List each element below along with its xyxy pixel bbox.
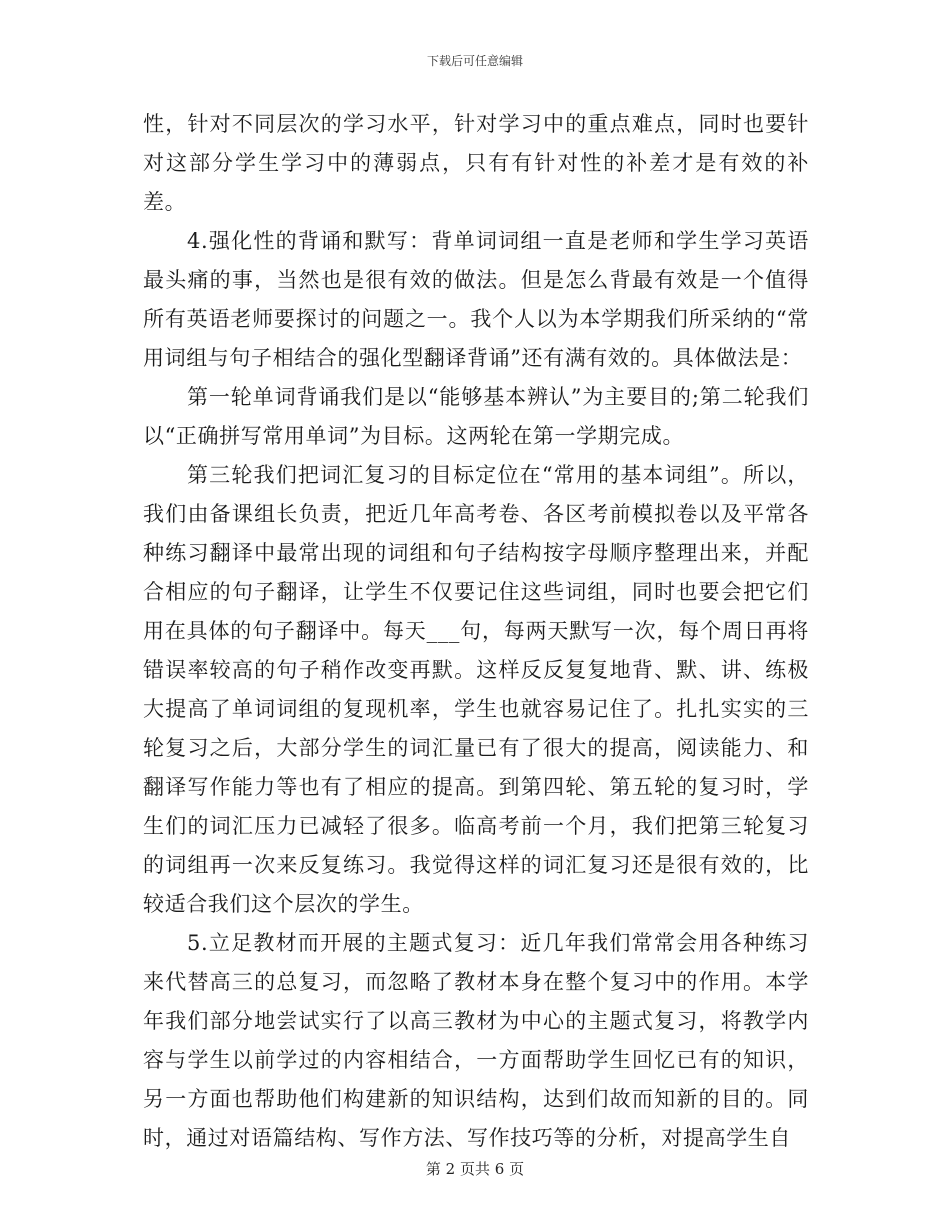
- page-header: 下载后可任意编辑: [426, 54, 523, 68]
- document-body: [143, 105, 809, 1158]
- paragraph-3: 第一轮单词背诵我们是以“能够基本辨认”为主要目的;第二轮我们以“正确拼写常用单词”为目标。这两轮在第一学期完成。: [143, 385, 809, 448]
- paragraph-2: 4.强化性的背诵和默写：背单词词组一直是老师和学生学习英语最头痛的事，当然也是很有效的做法。但是怎么背最有效是一个值得所有英语老师要探讨的问题之一。我个人以为本学期我们所采纳的“常用词组与句子相结合的强化型翻译背诵”还有满有效的。具体做法是：: [143, 229, 809, 370]
- paragraph-1: 性，针对不同层次的学习水平，针对学习中的重点难点，同时也要针对这部分学生学习中的薄弱点，只有有针对性的补差才是有效的补差。: [143, 112, 809, 214]
- page-footer: 第 2 页共 6 页: [425, 1160, 525, 1178]
- paragraph-5: 5.立足教材而开展的主题式复习：近几年我们常常会用各种练习来代替高三的总复习，而忽略了教材本身在整个复习中的作用。本学年我们部分地尝试实行了以高三教材为中心的主题式复习，将教学内容与学生以前学过的内容相结合，一方面帮助学生回忆已有的知识，另一方面也帮助他们构建新的知识结构，达到们故而知新的目的。同时，通过对语篇结构、写作方法、写作技巧等的分析，对提高学生自: [143, 931, 809, 1150]
- paragraph-4: 第三轮我们把词汇复习的目标定位在“常用的基本词组”。所以，我们由备课组长负责，把近几年高考卷、各区考前模拟卷以及平常各种练习翻译中最常出现的词组和句子结构按字母顺序整理出来，并配合相应的句子翻译，让学生不仅要记住这些词组，同时也要会把它们用在具体的句子翻译中。每天___句，每两天默写一次，每个周日再将错误率较高的句子稍作改变再默。这样反反复复地背、默、讲、练极大提高了单词词组的复现机率，学生也就容易记住了。扎扎实实的三轮复习之后，大部分学生的词汇量已有了很大的提高，阅读能力、和翻译写作能力等也有了相应的提高。到第四轮、第五轮的复习时，学生们的词汇压力已减轻了很多。临高考前一个月，我们把第三轮复习的词组再一次来反复练习。我觉得这样的词汇复习还是很有效的，比较适合我们这个层次的学生。: [143, 463, 809, 916]
